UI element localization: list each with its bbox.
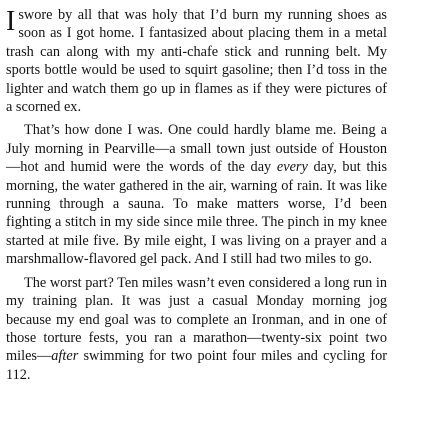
emphasis-after: after [51, 348, 79, 365]
paragraph-3 [6, 274, 387, 384]
paragraph-2 [6, 121, 387, 268]
paragraph-3-text-part-1: The worst part? Ten miles wasn’t even considered a long run in my training plan. It was just a casual Monday morning jog because my end goal was to complete an Ironman, and in one of those torture fests, you ran a marathon—twenty-six point two miles— [6, 274, 387, 365]
emphasis-every: every [276, 159, 308, 176]
paragraph-3-text-part-2: swimming for two point four miles and cycling for 112. [6, 348, 387, 383]
paragraph-2-text-part-1: That’s how done I was. One could hardly blame me. Being a July morning in Pearville—a small town just outside of Houston—hot and humid were the words of the day [6, 122, 387, 176]
drop-cap-initial: I [6, 6, 16, 37]
paragraph-2-text-part-2: day, but this morning, the water gathered in the air, warning of rain. It was like running through a sauna. To make matters worse, I’d been fighting a stitch in my side since mile three. The pinch in my knee started at mile five. By mile eight, I was living on a prayer and a marshmallow-flavored gel pack. And I still had two miles to go. [6, 159, 388, 268]
paragraph-1 [6, 6, 387, 116]
paragraph-1-text: swore by all that was holy that I’d burn my running shoes as soon as I got home. I fantasized about placing them in a metal trash can along with my anti-chafe stick and running belt. My sports bottle would be used to squirt gasoline; then I’d toss in the lighter and watch them go up in flames as if they were pictures of a scorned ex. [6, 7, 387, 116]
